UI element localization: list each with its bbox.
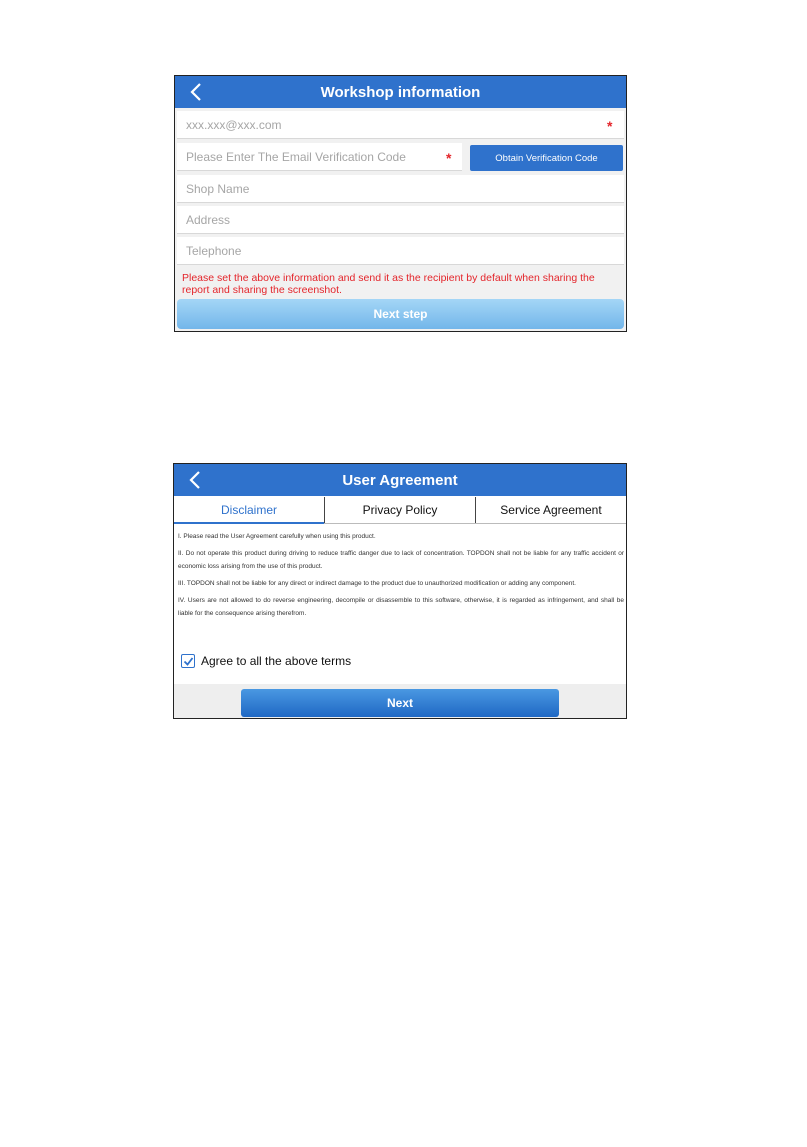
obtain-verification-code-button[interactable]: Obtain Verification Code (470, 145, 623, 171)
term-item: IV. Users are not allowed to do reverse engineering, decompile or disassemble to this software, otherwise, it is regarded as infringement, and shall be liable for the consequence arising therefrom. (178, 597, 624, 617)
agree-checkbox-row[interactable] (181, 654, 351, 668)
workshop-information-screen (174, 75, 627, 332)
agreement-tabs (174, 497, 626, 524)
verification-code-placeholder: Please Enter The Email Verification Code (186, 149, 406, 164)
user-agreement-screen (173, 463, 627, 719)
shop-name-field[interactable] (177, 175, 624, 203)
back-arrow-icon[interactable] (187, 81, 207, 103)
tab-disclaimer[interactable]: Disclaimer (174, 497, 325, 523)
term-item: II. Do not operate this product during driving to reduce traffic danger due to lack of concentration. TOPDON shall not be liable for any traffic accident or economic loss arising from the use of this product. (178, 550, 624, 570)
term-item: I. Please read the User Agreement carefully when using this product. (178, 533, 376, 540)
telephone-field[interactable] (177, 237, 624, 265)
page-title: Workshop information (320, 83, 481, 101)
code-required-mark: * (446, 150, 452, 166)
agreement-titlebar (174, 464, 626, 496)
email-required-mark: * (607, 118, 613, 134)
term-item: III. TOPDON shall not be liable for any direct or indirect damage to the product due to unauthorized modification or adding any component. (178, 580, 576, 587)
workshop-titlebar (175, 76, 626, 108)
recipient-notice: Please set the above information and send it as the recipient by default when sharing the report and sharing the screenshot. (182, 272, 595, 296)
back-arrow-icon[interactable] (186, 469, 206, 491)
email-field[interactable] (177, 111, 624, 139)
checkmark-icon (183, 656, 194, 667)
tab-service-agreement[interactable]: Service Agreement (500, 503, 602, 517)
address-placeholder: Address (186, 212, 231, 227)
page-title: User Agreement (342, 471, 458, 489)
telephone-placeholder: Telephone (186, 243, 242, 258)
email-placeholder: xxx.xxx@xxx.com (186, 117, 282, 132)
next-button[interactable]: Next (241, 689, 559, 717)
agree-checkbox[interactable] (181, 654, 195, 668)
agree-label: Agree to all the above terms (201, 654, 352, 668)
disclaimer-text (178, 530, 624, 624)
address-field[interactable] (177, 206, 624, 234)
tab-privacy-policy[interactable]: Privacy Policy (325, 497, 476, 523)
verification-code-field[interactable] (177, 143, 462, 171)
next-step-button[interactable]: Next step (177, 299, 624, 329)
shop-name-placeholder: Shop Name (186, 181, 250, 196)
